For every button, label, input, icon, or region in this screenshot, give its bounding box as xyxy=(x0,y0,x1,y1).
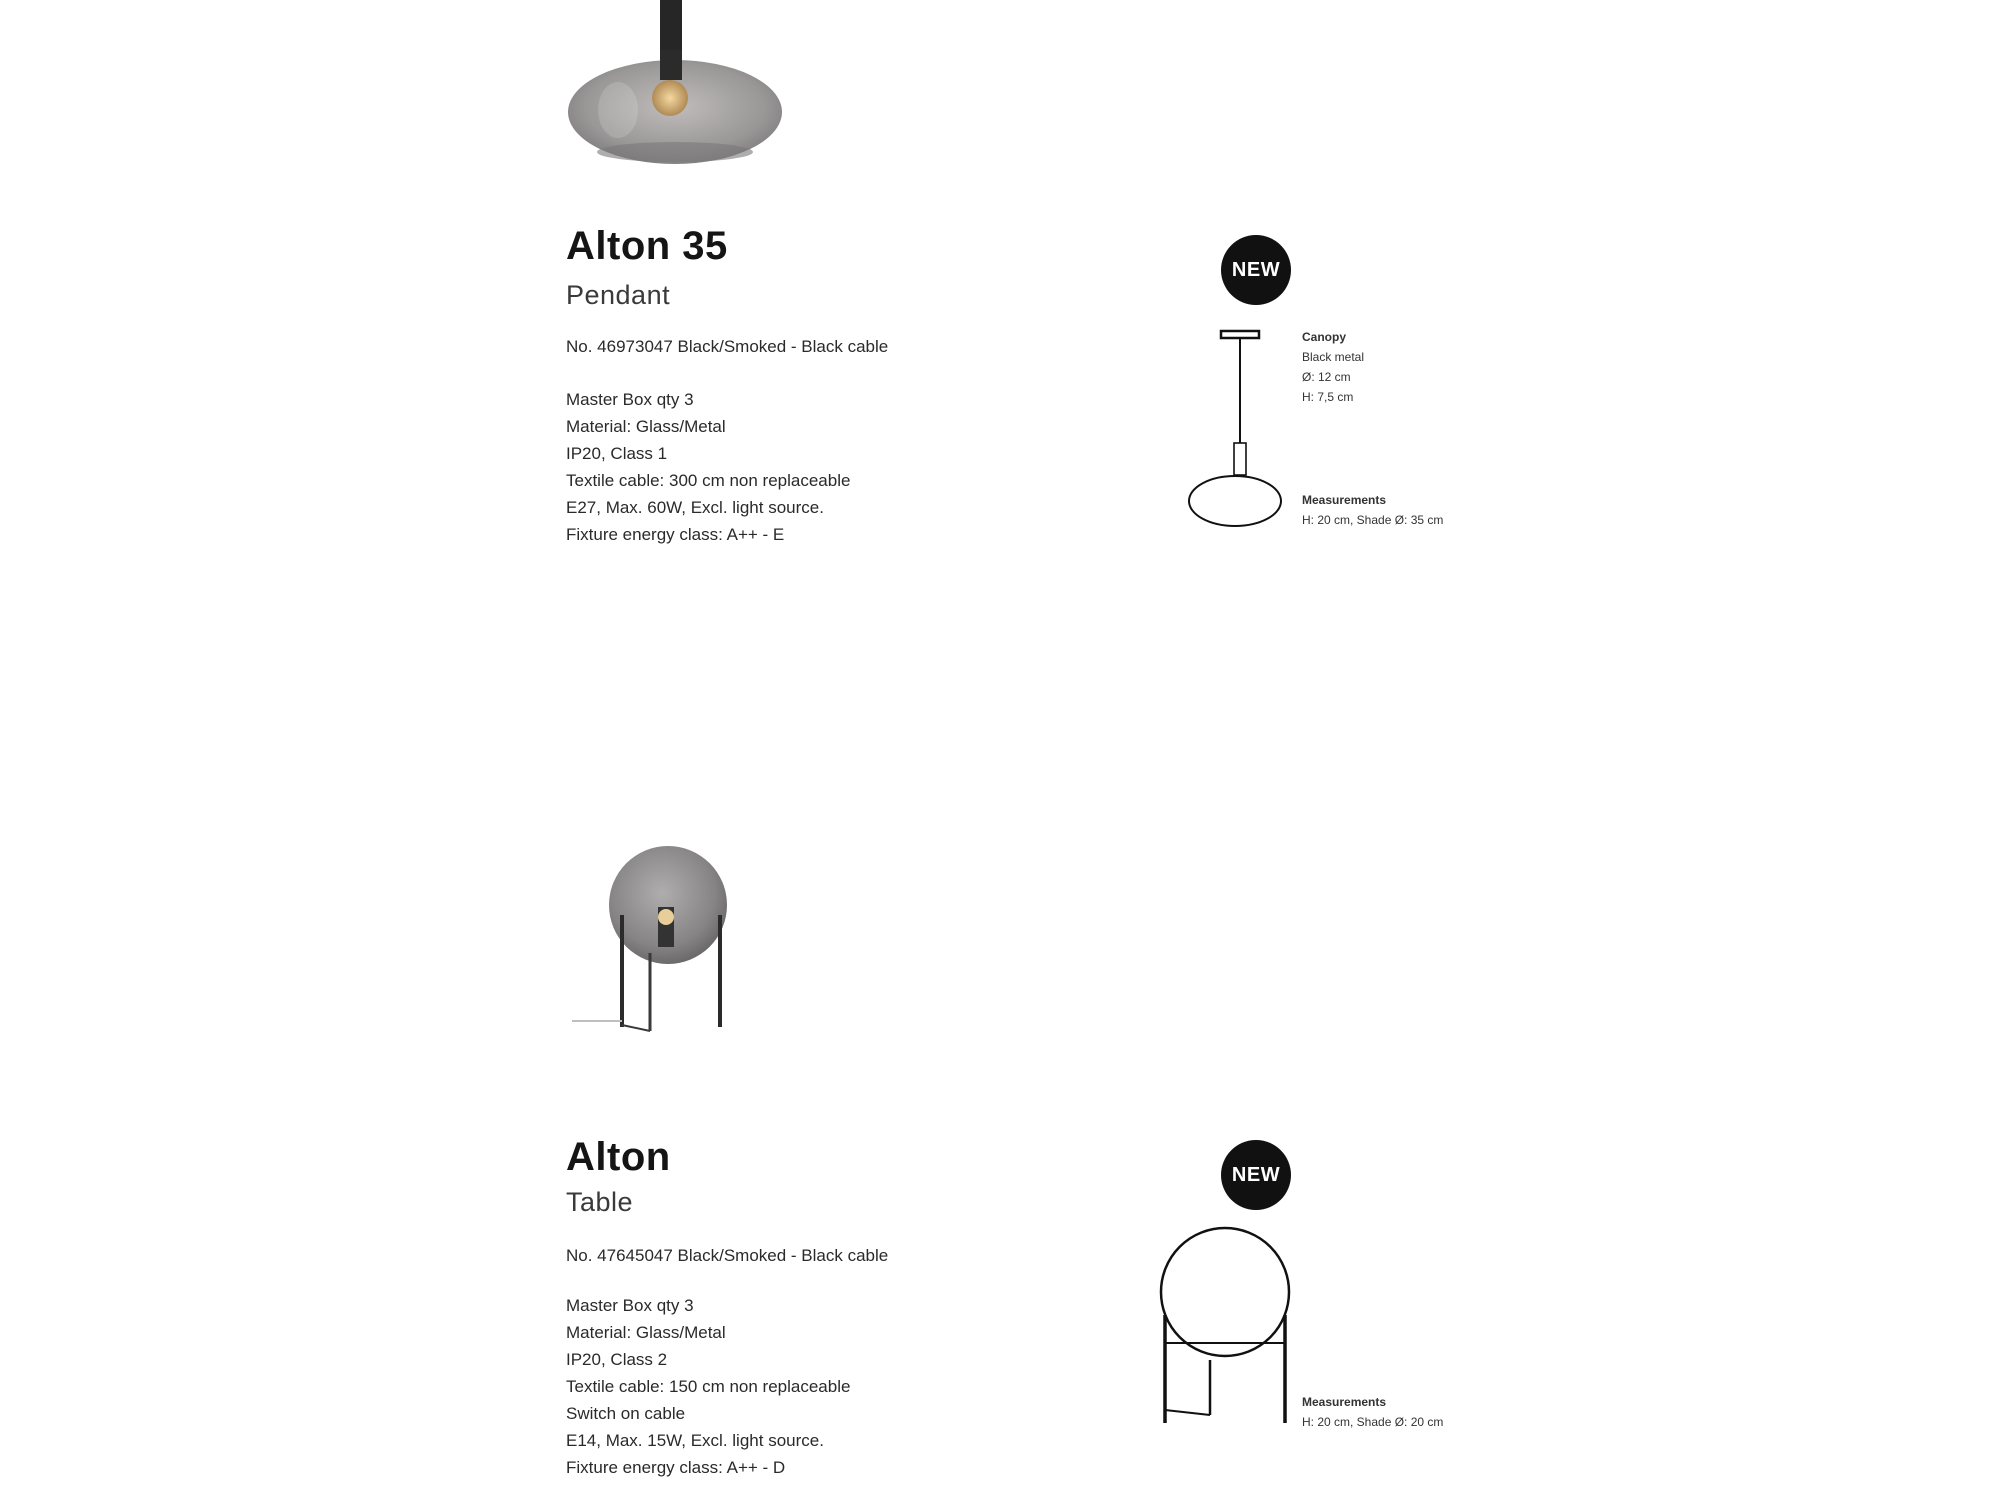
product-type: Table xyxy=(566,1187,634,1217)
canopy-material: Black metal xyxy=(1302,350,1365,364)
new-badge: NEW xyxy=(1221,1140,1291,1210)
article-number: No. 47645047 Black/Smoked - Black cable xyxy=(566,1246,889,1265)
spec-item: Material: Glass/Metal xyxy=(566,1323,726,1342)
measurements-heading: Measurements xyxy=(1302,1395,1387,1409)
spec-item: Master Box qty 3 xyxy=(566,390,694,409)
product-title: Alton xyxy=(566,1135,671,1179)
spec-item: Fixture energy class: A++ - D xyxy=(566,1458,786,1477)
product-photo-table-lamp xyxy=(560,845,740,1035)
measurements-info xyxy=(1302,490,1443,530)
product-photo-pendant xyxy=(560,0,790,170)
canopy-height: H: 7,5 cm xyxy=(1302,390,1354,404)
new-badge: NEW xyxy=(1221,235,1291,305)
measurements-info xyxy=(1302,1392,1443,1432)
canopy-diameter: Ø: 12 cm xyxy=(1302,370,1351,384)
product-type: Pendant xyxy=(566,280,671,310)
spec-item: Textile cable: 150 cm non replaceable xyxy=(566,1377,851,1396)
spec-item: IP20, Class 1 xyxy=(566,444,668,463)
spec-item: IP20, Class 2 xyxy=(566,1350,668,1369)
article-number: No. 46973047 Black/Smoked - Black cable xyxy=(566,337,889,356)
measurements-values: H: 20 cm, Shade Ø: 20 cm xyxy=(1302,1415,1444,1429)
spec-item: Textile cable: 300 cm non replaceable xyxy=(566,471,851,490)
spec-list xyxy=(566,1292,850,1481)
measurements-heading: Measurements xyxy=(1302,493,1387,507)
product-title: Alton 35 xyxy=(566,224,728,268)
spec-item: Master Box qty 3 xyxy=(566,1296,694,1315)
canopy-info xyxy=(1302,327,1364,407)
pendant-line-drawing xyxy=(1180,325,1300,535)
spec-list xyxy=(566,386,850,548)
canopy-heading: Canopy xyxy=(1302,330,1347,344)
spec-item: Material: Glass/Metal xyxy=(566,417,726,436)
spec-item: Fixture energy class: A++ - E xyxy=(566,525,785,544)
spec-item: E14, Max. 15W, Excl. light source. xyxy=(566,1431,824,1450)
spec-item: Switch on cable xyxy=(566,1404,686,1423)
measurements-values: H: 20 cm, Shade Ø: 35 cm xyxy=(1302,513,1444,527)
spec-item: E27, Max. 60W, Excl. light source. xyxy=(566,498,824,517)
table-lamp-line-drawing xyxy=(1150,1225,1300,1425)
